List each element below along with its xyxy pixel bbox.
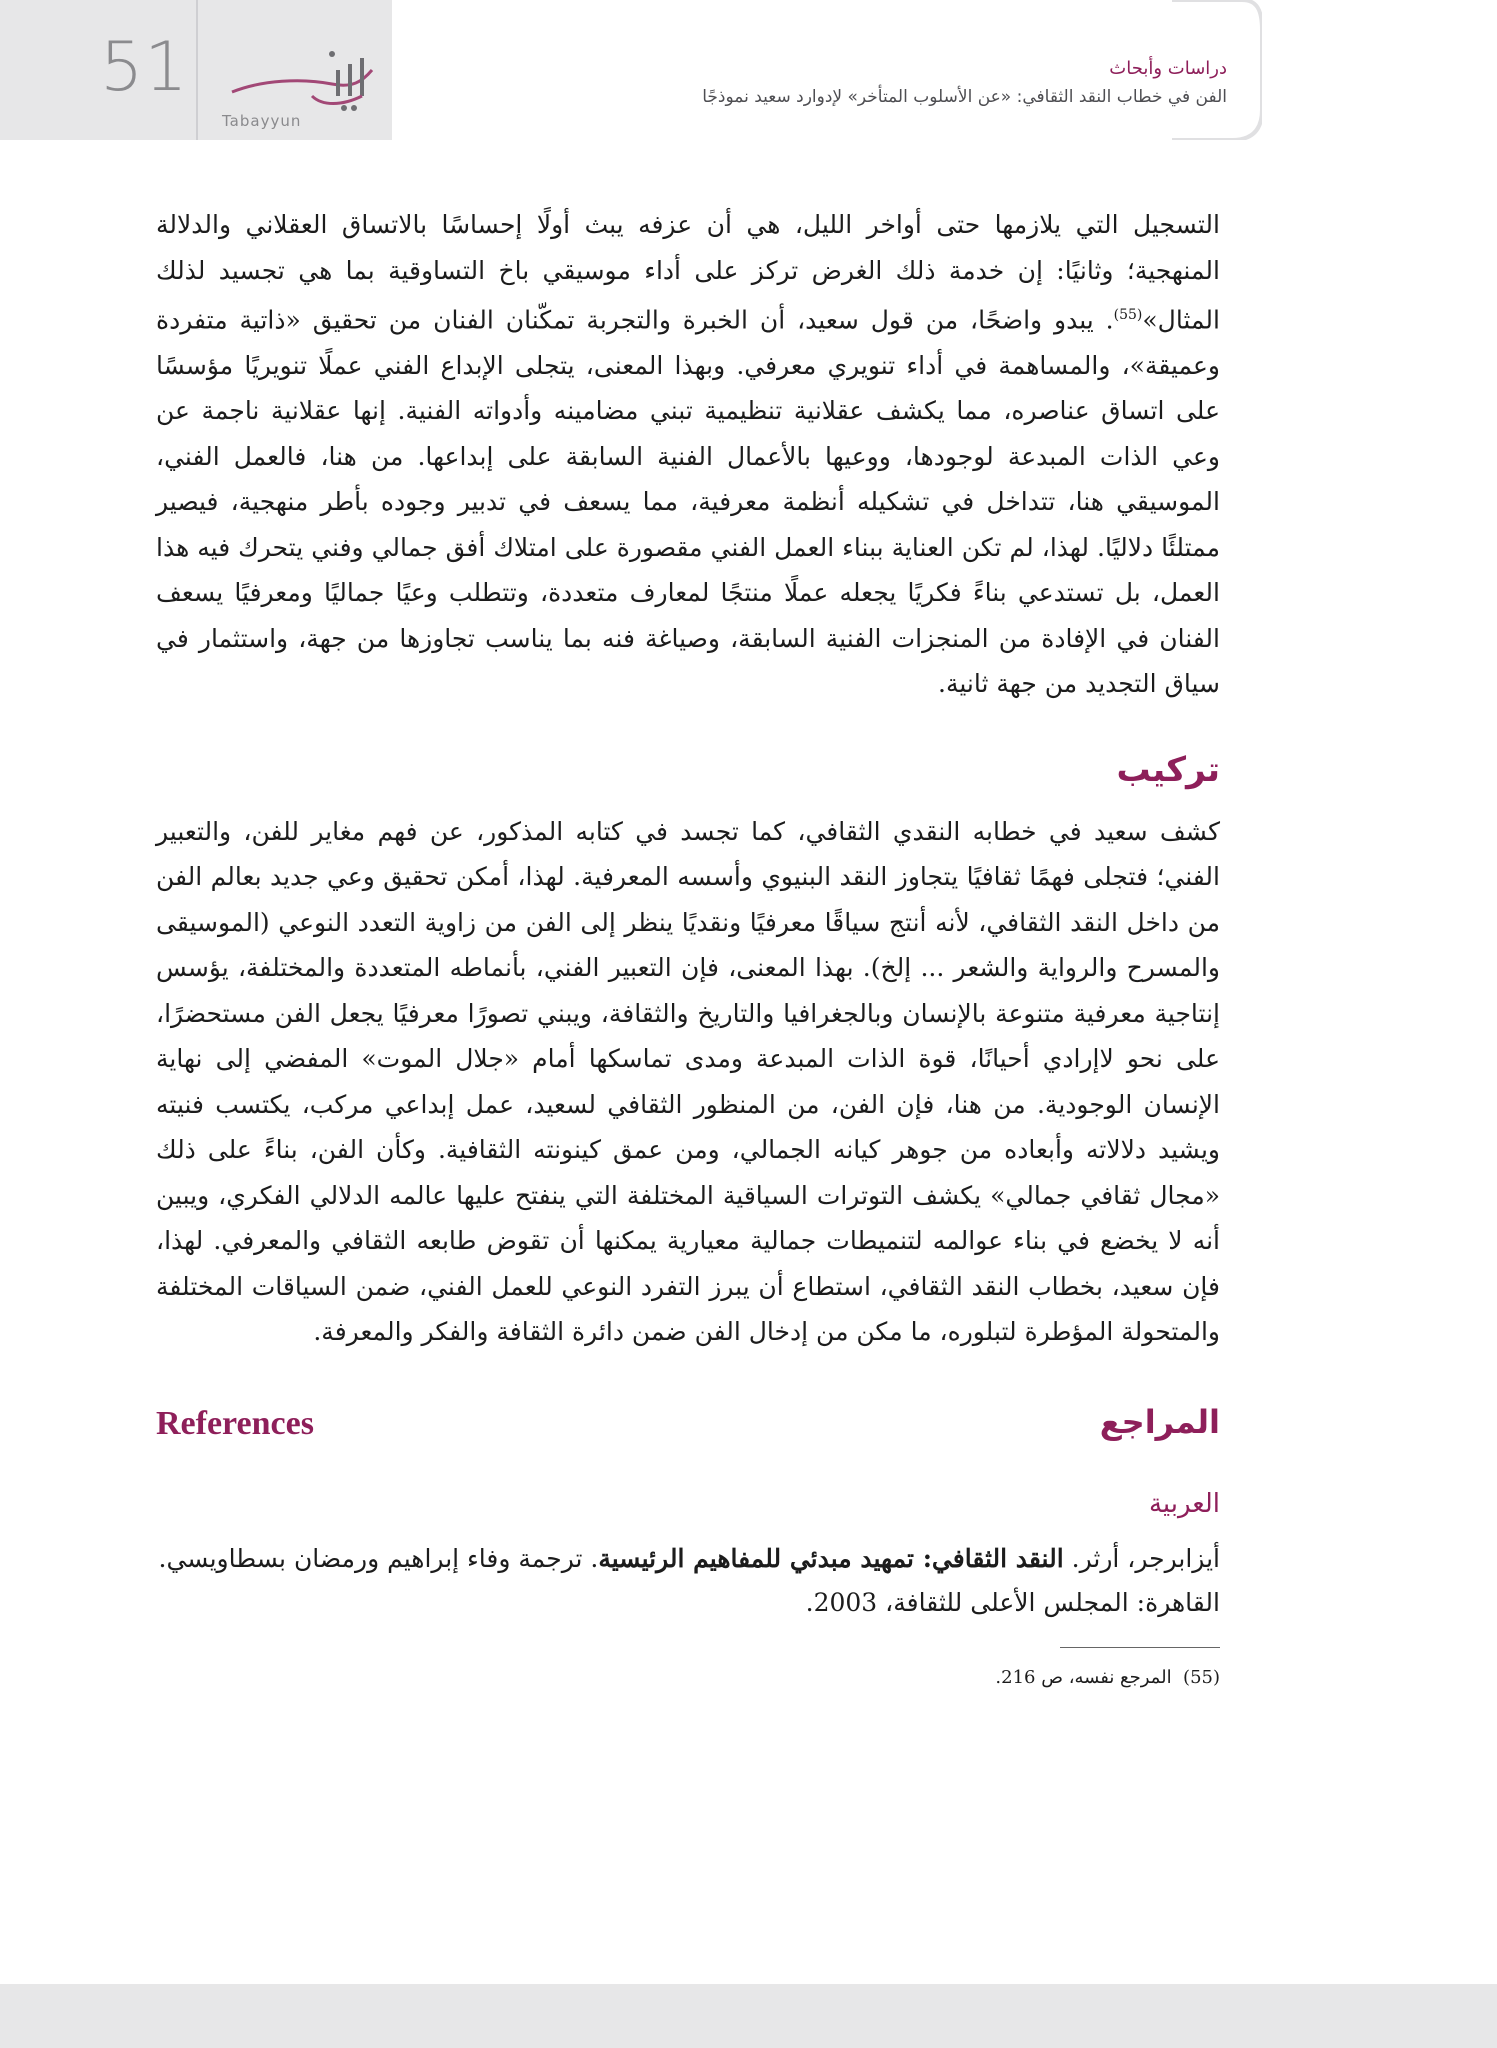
body-paragraph-1 <box>156 202 1220 707</box>
footnote-reference[interactable]: (55) <box>1113 307 1143 323</box>
footnote-text: المرجع نفسه، ص 216. <box>995 1666 1172 1688</box>
page-footer-band <box>0 1984 1497 2048</box>
footnote <box>156 1664 1220 1692</box>
reference-details: . ترجمة وفاء إبراهيم ورمضان بسطاويسي. القاهرة: المجلس الأعلى للثقافة، 2003. <box>158 1543 1220 1617</box>
section-heading: تركيب <box>1116 749 1220 790</box>
references-subheading-arabic: العربية <box>1148 1488 1220 1519</box>
page-number: 51 <box>100 28 189 107</box>
reference-author: أيزابرجر، أرثر. <box>1063 1543 1220 1573</box>
footnote-number: (55) <box>1183 1666 1220 1688</box>
running-header <box>327 55 1227 111</box>
paragraph-1-part-b: . يبدو واضحًا، من قول سعيد، أن الخبرة والتجربة تمكّنان الفنان من تحقيق «ذاتية متفردة وعميقة»، والمساهمة في أداء تنويري معرفي. وبهذا المعنى، يتجلى الإبداع الفني عملًا تنويريًا مؤسسًا على اتساق عناصره، مما يكشف عقلانية تنظيمية تبني مضامينه وأدواته الفنية. إنها عقلانية ناجمة عن وعي الذات المبدعة لوجودها، ووعيها بالأعمال الفنية السابقة على إبداعها. من هنا، فالعمل الفني، الموسيقي هنا، تتداخل في تشكيله أنظمة معرفية، مما يسعف في تدبير وجوده بأطر منهجية، فيصير ممتلئًا دلاليًا. لهذا، لم تكن العناية ببناء العمل الفني مقصورة على امتلاك أفق جمالي وفني يتحرك فيه هذا العمل، بل تستدعي بناءً فكريًا يجعله عملًا منتجًا لمعارف متعددة، وتتطلب وعيًا جماليًا ومعرفيًا يسعف الفنان في الإفادة من المنجزات الفنية السابقة، وصياغة فنه بما يناسب تجاوزها من جهة، واستثمار في سياق التجديد من جهة ثانية. <box>156 305 1220 699</box>
paragraph-1-part-a: التسجيل التي يلازمها حتى أواخر الليل، هي أن عزفه يبث أولًا إحساسًا بالاتساق العقلاني والدلالة المنهجية؛ وثانيًا: إن خدمة ذلك الغرض تركز على أداء موسيقي باخ التساوقية بما هي تجسيد لذلك المثال» <box>156 210 1220 335</box>
reference-entry <box>156 1537 1220 1625</box>
header-divider <box>196 0 198 140</box>
logo-latin-text: Tabayyun <box>222 112 302 130</box>
reference-title: النقد الثقافي: تمهيد مبدئي للمفاهيم الرئيسية <box>598 1543 1064 1573</box>
references-heading-row <box>156 1403 1220 1459</box>
references-heading-english: References <box>156 1404 314 1442</box>
footnote-separator <box>1060 1647 1220 1648</box>
section-label: دراسات وأبحاث <box>1109 58 1227 79</box>
references-heading-arabic: المراجع <box>1099 1402 1220 1441</box>
article-body <box>156 202 1220 1692</box>
article-running-title: الفن في خطاب النقد الثقافي: «عن الأسلوب المتأخر» لإدوارد سعيد نموذجًا <box>702 87 1227 107</box>
body-paragraph-2: كشف سعيد في خطابه النقدي الثقافي، كما تجسد في كتابه المذكور، عن فهم مغاير للفن، والتعبير الفني؛ فتجلى فهمًا ثقافيًا يتجاوز النقد البنيوي وأسسه المعرفية. لهذا، أمكن تحقيق وعي جديد بعالم الفن من داخل النقد الثقافي، لأنه أنتج سياقًا معرفيًا ونقديًا ينظر إلى الفن من زاوية التعدد النوعي (الموسيقى والمسرح والرواية والشعر ... إلخ). بهذا المعنى، فإن التعبير الفني، بأنماطه المتعددة والمختلفة، يؤسس إنتاجية معرفية متنوعة بالإنسان وبالجغرافيا والتاريخ والثقافة، ويبني تصورًا معرفيًا يجعل الفن مستحضرًا، على نحو لاإرادي أحيانًا، قوة الذات المبدعة ومدى تماسكها أمام «جلال الموت» المفضي إلى نهاية الإنسان الوجودية. من هنا، فإن الفن، من المنظور الثقافي لسعيد، عمل إبداعي مركب، يكتسب فنيته ويشيد دلالاته وأبعاده من جوهر كيانه الجمالي، ومن عمق كينونته الثقافية. وكأن الفن، بناءً على ذلك «مجال ثقافي جمالي» يكشف التوترات السياقية المختلفة التي ينفتح عليها عالمه الدلالي الفكري، ويبين أنه لا يخضع في بناء عوالمه لتنميطات جمالية معيارية يمكنها أن تقوض طابعه الثقافي والمعرفي. لهذا، فإن سعيد، بخطاب النقد الثقافي، استطاع أن يبرز التفرد النوعي للعمل الفني، ضمن السياقات المختلفة والمتحولة المؤطرة لتبلوره، ما مكن من إدخال الفن ضمن دائرة الثقافة والفكر والمعرفة. <box>156 816 1220 1347</box>
